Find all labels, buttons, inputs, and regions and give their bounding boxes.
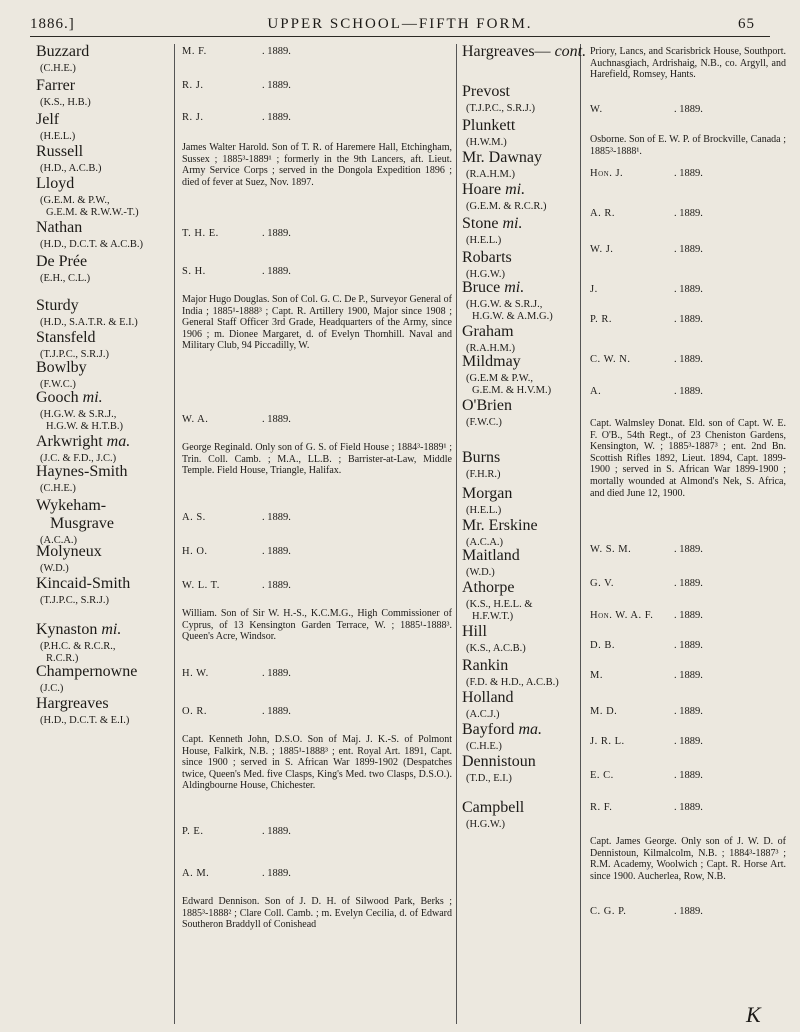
surname: Prevost — [462, 83, 510, 100]
entry-name — [462, 44, 586, 60]
surname: Maitland — [462, 547, 520, 564]
entry-name — [36, 44, 89, 60]
surname: Lloyd — [36, 175, 75, 192]
house-masters: (A.C.A.) — [466, 537, 504, 548]
biography: George Reginald. Only son of G. S. of Field House ; 1884³-1889¹ ; Trin. Coll. Camb. ; M.A., LL.B. ; Barrister-at-Law, Middle Temple. Field House, Triangle, Halifax. — [182, 442, 452, 477]
header-title: UPPER SCHOOL—FIFTH FORM. — [267, 16, 533, 32]
house-masters: (W.D.) — [466, 567, 495, 578]
house-masters: (G.E.M & P.W., — [466, 373, 533, 384]
entry-name — [36, 298, 79, 314]
house-masters: (R.A.H.M.) — [466, 169, 515, 180]
year: . 1889. — [674, 104, 703, 115]
house-masters: (A.C.A.) — [40, 535, 78, 546]
surname: Holland — [462, 689, 514, 706]
initials: R. J. — [182, 80, 204, 91]
house-masters: (T.J.P.C., S.R.J.) — [40, 349, 109, 360]
surname: Bowlby — [36, 359, 87, 376]
house-masters: (A.C.J.) — [466, 709, 500, 720]
name-suffix: ma. — [518, 721, 542, 738]
name-suffix: mi. — [504, 279, 525, 296]
house-masters: (H.D., S.A.T.R. & E.I.) — [40, 317, 138, 328]
year: . 1889. — [262, 868, 291, 879]
year: . 1889. — [674, 314, 703, 325]
house-masters: H.F.W.T.) — [472, 611, 514, 622]
initials: C. W. N. — [590, 354, 631, 365]
column-divider — [174, 44, 175, 1024]
year: . 1889. — [674, 578, 703, 589]
surname: Sturdy — [36, 297, 79, 314]
entry-name — [462, 398, 512, 414]
entry-name — [462, 580, 514, 596]
initials: W. — [590, 104, 603, 115]
entry-name — [36, 544, 102, 560]
initials: A. S. — [182, 512, 206, 523]
initials: W. S. M. — [590, 544, 632, 555]
year: . 1889. — [674, 610, 703, 621]
biography: James Walter Harold. Son of T. R. of Haremere Hall, Etchingham, Sussex ; 1885³-1889¹ ; formerly in the 9th Lancers, aft. Lieut. Army Service Corps ; served in the Dongola Expedition 1896 ; died of fever at Suez, Nov. 1897. — [182, 142, 452, 188]
entry-name — [36, 78, 75, 94]
initials: H. W. — [182, 668, 209, 679]
year: . 1889. — [262, 512, 291, 523]
year: . 1889. — [674, 354, 703, 365]
surname: Morgan — [462, 485, 513, 502]
biography: William. Son of Sir W. H.-S., K.C.M.G., High Commissioner of Cyprus, of 13 Kensington Garden Terrace, W. ; 1885¹-1888³. Queen's Acre, Windsor. — [182, 608, 452, 643]
surname: Buzzard — [36, 43, 90, 60]
surname: Farrer — [36, 77, 76, 94]
entry-name — [462, 150, 542, 166]
house-masters: H.G.W. & A.M.G.) — [472, 311, 553, 322]
initials: T. H. E. — [182, 228, 219, 239]
house-masters: (G.E.M. & R.C.R.) — [466, 201, 547, 212]
house-masters: G.E.M. & R.W.W.-T.) — [46, 207, 139, 218]
entry-name — [462, 548, 520, 564]
entry-name — [462, 722, 542, 738]
house-masters: (F.D. & H.D., A.C.B.) — [466, 677, 559, 688]
entry-name — [36, 390, 103, 406]
surname: Bayford — [462, 721, 515, 738]
house-masters: (H.D., D.C.T. & E.I.) — [40, 715, 130, 726]
year: . 1889. — [674, 386, 703, 397]
house-masters: (G.E.M. & P.W., — [40, 195, 110, 206]
year: . 1889. — [262, 112, 291, 123]
surname: De Prée — [36, 253, 88, 270]
surname: Mr. Dawnay — [462, 149, 542, 166]
surname: Graham — [462, 323, 514, 340]
entry-name — [462, 486, 512, 502]
entry-name — [462, 354, 521, 370]
entry-name — [36, 330, 96, 346]
biography: Priory, Lancs, and Scarisbrick House, Southport. Auchnasgiach, Ardrishaig, N.B., co. Argyll, and Harefield, Romsey, Hants. — [590, 46, 786, 81]
surname: Kynaston — [36, 621, 98, 638]
house-masters: H.G.W. & H.T.B.) — [46, 421, 123, 432]
entry-name — [462, 118, 515, 134]
year: . 1889. — [262, 414, 291, 425]
house-masters: (J.C. & F.D., J.C.) — [40, 453, 117, 464]
surname: Wykeham- — [36, 497, 107, 514]
year: . 1889. — [674, 802, 703, 813]
house-masters: (F.W.C.) — [466, 417, 502, 428]
entry-name — [462, 182, 525, 198]
biography: Capt. James George. Only son of J. W. D. of Dennistoun, Kilmalcolm, N.B. ; 1884³-1887³ ; R.M. Academy, Woolwich ; Capt. R. Horse Art. since 1900. Aucherlea, Row, N.B. — [590, 836, 786, 882]
initials: J. R. L. — [590, 736, 625, 747]
initials: R. F. — [590, 802, 613, 813]
initials: A. — [590, 386, 602, 397]
initials: D. B. — [590, 640, 615, 651]
surname: Robarts — [462, 249, 512, 266]
biography: Capt. Kenneth John, D.S.O. Son of Maj. J. K.-S. of Polmont House, Falkirk, N.B. ; 1885¹-1888³ ; ent. Royal Art. 1891, Capt. since 1900 ; served in S. African War 1899-1902 (Despatches twice, Queen's Med. five Clasps, King's Med. two Clasps, D.S.O.). Aldingbourne House, Chichester. — [182, 734, 452, 792]
entry-name — [36, 622, 121, 638]
entry-name — [36, 220, 82, 236]
entry-name — [462, 518, 538, 534]
surname: Dennistoun — [462, 753, 536, 770]
entry-name — [462, 754, 536, 770]
entry-name — [36, 696, 109, 712]
house-masters: (J.C.) — [40, 683, 64, 694]
house-masters: R.C.R.) — [46, 653, 79, 664]
year: . 1889. — [674, 670, 703, 681]
year: . 1889. — [674, 168, 703, 179]
initials: R. J. — [182, 112, 204, 123]
entry-name — [36, 464, 128, 480]
initials: E. C. — [590, 770, 614, 781]
surname: Molyneux — [36, 543, 102, 560]
house-masters: (H.G.W. & S.R.J., — [466, 299, 543, 310]
year: . 1889. — [674, 736, 703, 747]
surname: Burns — [462, 449, 501, 466]
name-suffix: mi. — [502, 215, 523, 232]
initials: C. G. P. — [590, 906, 627, 917]
year: . 1889. — [262, 826, 291, 837]
house-masters: (E.H., C.L.) — [40, 273, 91, 284]
house-masters: (K.S., H.E.L. & — [466, 599, 533, 610]
surname: Mr. Erskine — [462, 517, 538, 534]
initials: Hon. W. A. F. — [590, 610, 654, 621]
surname: Russell — [36, 143, 84, 160]
initials: M. — [590, 670, 603, 681]
surname: Stansfeld — [36, 329, 96, 346]
entry-name — [36, 112, 59, 128]
initials: M. F. — [182, 46, 207, 57]
name-suffix: cont. — [554, 43, 587, 60]
house-masters: (C.H.E.) — [40, 483, 76, 494]
initials: A. R. — [590, 208, 615, 219]
house-masters: (T.D., E.I.) — [466, 773, 512, 784]
house-masters: (F.H.R.) — [466, 469, 501, 480]
surname: Stone — [462, 215, 499, 232]
entry-name — [36, 144, 83, 160]
surname: Hoare — [462, 181, 502, 198]
name-suffix: mi. — [101, 621, 122, 638]
year: . 1889. — [674, 770, 703, 781]
biography: Capt. Walmsley Donat. Eld. son of Capt. W. E. F. O'B., 54th Regt., of 23 Cheniston Gardens, Kensington, W. ; 1885³-1887³ ; ent. 2nd Bn. Scottish Rifles 1892, Lieut. 1894, Capt. 1899-1900 ; served in S. African War 1899-1900 ; mortally wounded at Almond's Nek, S. Africa, and died June 12, 1900. — [590, 418, 786, 499]
header-rule — [30, 36, 770, 37]
surname: Rankin — [462, 657, 509, 674]
surname: Haynes-Smith — [36, 463, 128, 480]
surname: Athorpe — [462, 579, 515, 596]
biography: Edward Dennison. Son of J. D. H. of Silwood Park, Berks ; 1885³-1888² ; Clare Coll. Camb. ; m. Evelyn Cecilia, d. of Edward Southeron Braddyll of Conishead — [182, 896, 452, 931]
surname: Champernowne — [36, 663, 138, 680]
initials: J. — [590, 284, 598, 295]
surname: Hargreaves— — [462, 43, 551, 60]
initials: Hon. J. — [590, 168, 624, 179]
column-divider — [580, 44, 581, 1024]
house-masters: (R.A.H.M.) — [466, 343, 515, 354]
surname: Hargreaves — [36, 695, 109, 712]
name-suffix: ma. — [106, 433, 131, 450]
house-masters: (H.G.W.) — [466, 269, 505, 280]
year: . 1889. — [262, 580, 291, 591]
entry-name — [462, 690, 514, 706]
surname: Nathan — [36, 219, 83, 236]
biography: Major Hugo Douglas. Son of Col. G. C. De P., Surveyor General of India ; 1885¹-1888³ ; Capt. R. Artillery 1900, Major since 1908 ; General Staff Officer 3rd Grade, Headquarters of the Army, since 1906 ; m. Dionee Margaret, d. of Evelyn Thornhill. Naval and Military Club, 94 Piccadilly, W. — [182, 294, 452, 352]
year: . 1889. — [262, 266, 291, 277]
initials: W. L. T. — [182, 580, 220, 591]
entry-name — [36, 254, 87, 270]
surname: Mildmay — [462, 353, 521, 370]
house-masters: (K.S., A.C.B.) — [466, 643, 526, 654]
entry-name — [36, 498, 106, 514]
surname: Gooch — [36, 389, 79, 406]
surname: Hill — [462, 623, 487, 640]
surname-continued: Musgrave — [50, 515, 114, 532]
surname: O'Brien — [462, 397, 512, 414]
house-masters: (C.H.E.) — [466, 741, 502, 752]
year: . 1889. — [674, 906, 703, 917]
house-masters: (H.E.L.) — [466, 505, 502, 516]
house-masters: (H.E.L.) — [466, 235, 502, 246]
entry-name — [462, 658, 508, 674]
surname: Kincaid-Smith — [36, 575, 131, 592]
entry-name — [36, 576, 130, 592]
surname: Campbell — [462, 799, 525, 816]
year: . 1889. — [262, 46, 291, 57]
entry-name — [462, 800, 524, 816]
house-masters: (T.J.P.C., S.R.J.) — [40, 595, 109, 606]
entry-name — [36, 664, 137, 680]
entry-name — [36, 434, 130, 450]
initials: S. H. — [182, 266, 206, 277]
year: . 1889. — [262, 228, 291, 239]
house-masters: (F.W.C.) — [40, 379, 76, 390]
house-masters: (K.S., H.B.) — [40, 97, 91, 108]
entry-name — [36, 176, 74, 192]
surname: Jelf — [36, 111, 60, 128]
entry-name — [462, 324, 514, 340]
initials: P. R. — [590, 314, 613, 325]
entry-name — [462, 250, 512, 266]
initials: W. A. — [182, 414, 209, 425]
year: . 1889. — [262, 668, 291, 679]
year: . 1889. — [262, 706, 291, 717]
name-suffix: mi. — [505, 181, 526, 198]
surname: Bruce — [462, 279, 501, 296]
entry-name — [462, 84, 510, 100]
header-year: 1886.] — [30, 16, 75, 32]
year: . 1889. — [262, 546, 291, 557]
initials: O. R. — [182, 706, 207, 717]
initials: P. E. — [182, 826, 204, 837]
house-masters: (H.G.W.) — [466, 819, 505, 830]
initials: M. D. — [590, 706, 618, 717]
house-masters: (H.E.L.) — [40, 131, 76, 142]
house-masters: (C.H.E.) — [40, 63, 76, 74]
initials: W. J. — [590, 244, 614, 255]
house-masters: (W.D.) — [40, 563, 69, 574]
entry-name — [36, 360, 87, 376]
page-number: 65 — [738, 16, 755, 32]
year: . 1889. — [674, 284, 703, 295]
initials: G. V. — [590, 578, 614, 589]
year: . 1889. — [674, 544, 703, 555]
signature-mark: K — [746, 1002, 761, 1027]
year: . 1889. — [674, 244, 703, 255]
entry-name — [462, 216, 522, 232]
surname: Plunkett — [462, 117, 516, 134]
house-masters: (H.G.W. & S.R.J., — [40, 409, 117, 420]
column-divider — [456, 44, 457, 1024]
year: . 1889. — [262, 80, 291, 91]
biography: Osborne. Son of E. W. P. of Brockville, Canada ; 1885³-1888¹. — [590, 134, 786, 157]
initials: H. O. — [182, 546, 208, 557]
year: . 1889. — [674, 706, 703, 717]
initials: A. M. — [182, 868, 210, 879]
house-masters: (T.J.P.C., S.R.J.) — [466, 103, 535, 114]
house-masters: (H.D., A.C.B.) — [40, 163, 102, 174]
house-masters: (P.H.C. & R.C.R., — [40, 641, 116, 652]
house-masters: G.E.M. & H.V.M.) — [472, 385, 552, 396]
house-masters: (H.D., D.C.T. & A.C.B.) — [40, 239, 144, 250]
house-masters: (H.W.M.) — [466, 137, 507, 148]
entry-name — [462, 624, 487, 640]
surname: Arkwright — [36, 433, 103, 450]
year: . 1889. — [674, 640, 703, 651]
year: . 1889. — [674, 208, 703, 219]
name-suffix: mi. — [82, 389, 103, 406]
entry-name — [462, 280, 524, 296]
entry-name — [462, 450, 500, 466]
